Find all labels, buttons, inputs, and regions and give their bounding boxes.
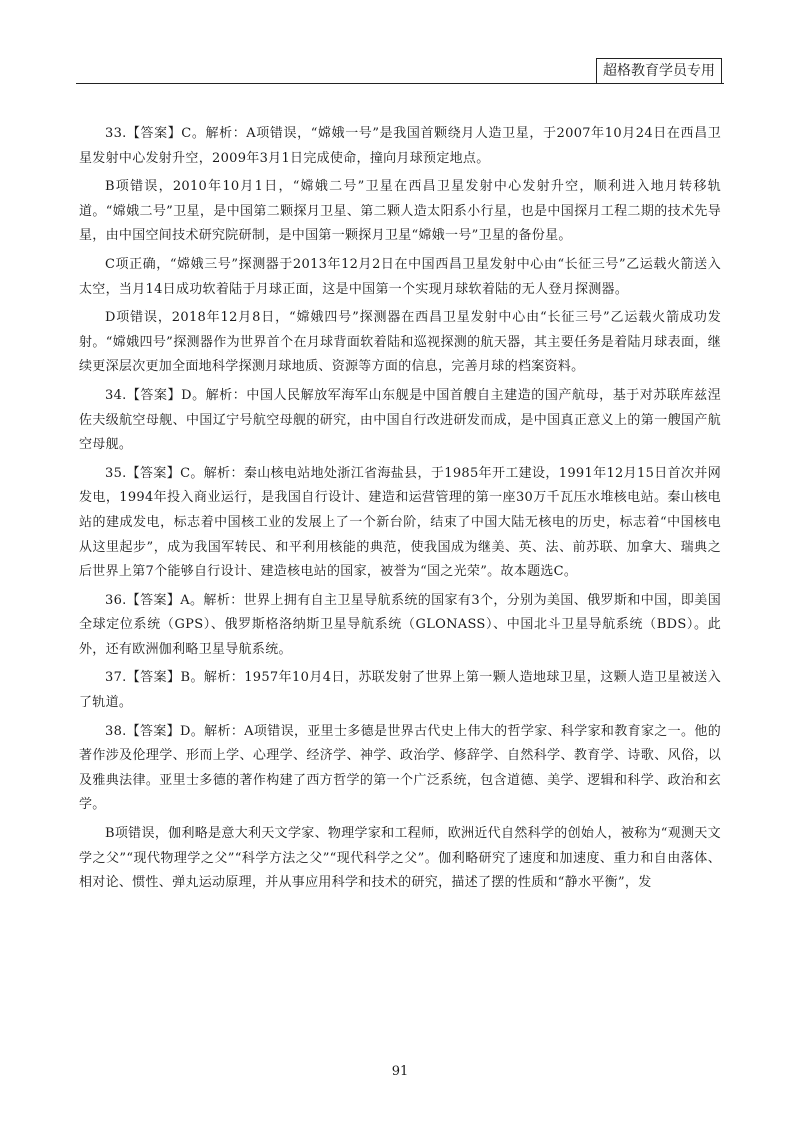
paragraph-q35: 35.【答案】C。解析：秦山核电站地处浙江省海盐县，于1985年开工建设，1991年12月15日首次并网发电，1994年投入商业运行，是我国自行设计、建造和运营管理的第一座30万千瓦压水堆核电站。秦山核电站的建成发电，标志着中国核工业的发展上了一个新台阶，结束了中国大陆无核电的历史，标志着“中国核电从这里起步”，成为我国军转民、和平利用核能的典范，使我国成为继美、英、法、前苏联、加拿大、瑞典之后世界上第7个能够自行设计、建造核电站的国家，被誉为“国之光荣”。故本题选C。: [79, 465, 721, 580]
paragraph-q33-c: C项正确，“嫦娥三号”探测器于2013年12月2日在中国西昌卫星发射中心由“长征三号”乙运载火箭送入太空，当月14日成功软着陆于月球正面，这是中国第一个实现月球软着陆的无人登月探测器。: [79, 256, 721, 297]
header-tag: 超格教育学员专用: [596, 58, 722, 83]
page-number: 91: [391, 1064, 409, 1079]
paragraph-q33-a: 33.【答案】C。解析：A项错误，“嫦娥一号”是我国首颗绕月人造卫星，于2007年10月24日在西昌卫星发射中心发射升空，2009年3月1日完成使命，撞向月球预定地点。: [79, 126, 721, 166]
paragraph-q34: 34.【答案】D。解析：中国人民解放军海军山东舰是中国首艘自主建造的国产航母，基于对苏联库兹涅佐夫级航空母舰、中国辽宁号航空母舰的研究，由中国自行改进研发而成，是中国真正意义上的第一艘国产航空母舰。: [79, 387, 721, 453]
paragraph-q36: 36.【答案】A。解析：世界上拥有自主卫星导航系统的国家有3个，分别为美国、俄罗斯和中国，即美国全球定位系统（GPS）、俄罗斯格洛纳斯卫星导航系统（GLONASS）、中国北斗卫星导航系统（BDS）。此外，还有欧洲伽利略卫星导航系统。: [79, 592, 721, 657]
page-header: [0, 58, 800, 84]
answer-content: [79, 122, 721, 900]
paragraph-q33-d: D项错误，2018年12月8日，“嫦娥四号”探测器在西昌卫星发射中心由“长征三号”乙运载火箭成功发射。“嫦娥四号”探测器作为世界首个在月球背面软着陆和巡视探测的航天器，其主要任务是着陆月球表面，继续更深层次更加全面地科学探测月球地质、资源等方面的信息，完善月球的档案资料。: [79, 310, 721, 375]
paragraph-q38-b: B项错误，伽利略是意大利天文学家、物理学家和工程师，欧洲近代自然科学的创始人，被称为“观测天文学之父”“现代物理学之父”“科学方法之父”“现代科学之父”。伽利略研究了速度和加速度、重力和自由落体、相对论、惯性、弹丸运动原理，并从事应用科学和技术的研究，描述了摆的性质和“静水平衡”，发: [79, 826, 721, 891]
paragraph-q33-b: B项错误，2010年10月1日，“嫦娥二号”卫星在西昌卫星发射中心发射升空，顺利进入地月转移轨道。“嫦娥二号”卫星，是中国第二颗探月卫星、第二颗人造太阳系小行星，也是中国探月工程二期的技术先导星，由中国空间技术研究院研制，是中国第一颗探月卫星“嫦娥一号”卫星的备份星。: [79, 179, 721, 244]
paragraph-q38-a: 38.【答案】D。解析：A项错误，亚里士多德是世界古代史上伟大的哲学家、科学家和教育家之一。他的著作涉及伦理学、形而上学、心理学、经济学、神学、政治学、修辞学、自然科学、教育学、诗歌、风俗，以及雅典法律。亚里士多德的著作构建了西方哲学的第一个广泛系统，包含道德、美学、逻辑和科学、政治和玄学。: [79, 723, 721, 813]
paragraph-q37: 37.【答案】B。解析：1957年10月4日，苏联发射了世界上第一颗人造地球卫星，这颗人造卫星被送入了轨道。: [79, 670, 721, 711]
header-rule: [76, 83, 724, 84]
